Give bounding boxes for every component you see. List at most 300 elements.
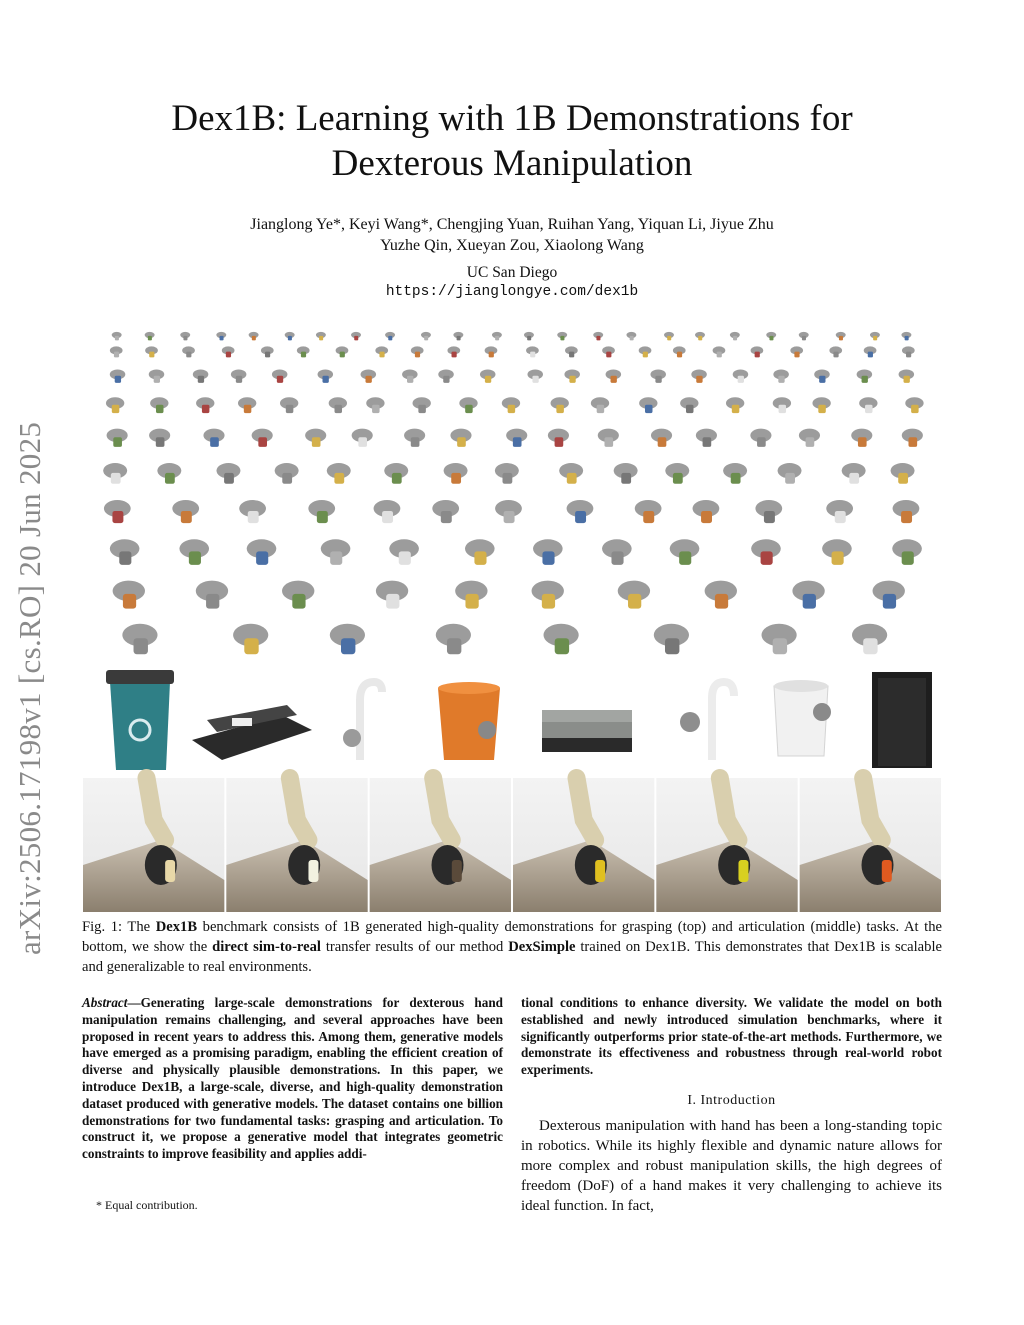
grasped-object-shape xyxy=(372,405,380,413)
grasped-object-shape xyxy=(902,551,914,564)
grasped-object-shape xyxy=(643,352,648,358)
hand-object-pair xyxy=(180,332,190,341)
grasped-object-shape xyxy=(868,352,873,358)
grasped-object-shape xyxy=(873,336,877,341)
hand-object-pair xyxy=(122,624,157,654)
hand-object-pair xyxy=(593,332,603,341)
grasped-object-shape xyxy=(883,594,896,609)
hand-object-pair xyxy=(790,346,803,357)
grasped-object-shape xyxy=(220,336,224,341)
hand-object-pair xyxy=(249,332,259,341)
hand-object-pair xyxy=(145,346,158,357)
hand-object-pair xyxy=(799,429,820,447)
grasped-object-shape xyxy=(658,437,667,447)
caption-label: Fig. 1: xyxy=(82,919,123,935)
hand-object-pair xyxy=(766,332,776,341)
hand-object-pair xyxy=(899,369,915,382)
hand-object-pair xyxy=(351,332,361,341)
section-heading: I. Introduction xyxy=(687,1093,776,1108)
hand-object-pair xyxy=(492,332,502,341)
hand-object-pair xyxy=(567,500,594,523)
grasped-object-shape xyxy=(165,473,175,484)
grasped-object-shape xyxy=(183,336,187,341)
grasped-object-shape xyxy=(832,551,844,564)
grasped-object-shape xyxy=(802,336,806,341)
hand-object-pair xyxy=(650,369,666,382)
hand-object-pair xyxy=(905,397,923,413)
grasped-object-shape xyxy=(418,405,426,413)
hand-object-pair xyxy=(548,429,569,447)
grasped-object-shape xyxy=(606,352,611,358)
grasped-object-shape xyxy=(210,437,219,447)
hand-object-pair xyxy=(384,463,408,484)
grasped-object-shape xyxy=(818,405,826,413)
grasped-object-shape xyxy=(898,473,908,484)
hand-object-pair xyxy=(216,332,226,341)
grasped-object-shape xyxy=(265,352,270,358)
grasped-object-shape xyxy=(154,376,160,383)
real-object xyxy=(738,860,748,882)
hand-object-pair xyxy=(893,500,920,523)
grasped-object-shape xyxy=(226,352,231,358)
hand-object-pair xyxy=(106,397,124,413)
hand-object-pair xyxy=(773,397,791,413)
real-object xyxy=(308,860,318,882)
grasped-object-shape xyxy=(112,405,120,413)
grasped-object-shape xyxy=(655,376,661,383)
hand-object-pair xyxy=(859,397,877,413)
hand-object-pair xyxy=(852,624,887,654)
grasped-object-shape xyxy=(312,437,321,447)
hand-object-pair xyxy=(150,397,168,413)
hand-object-pair xyxy=(639,346,652,357)
hand-object-pair xyxy=(327,463,351,484)
grasped-object-shape xyxy=(186,352,191,358)
hand-object-pair xyxy=(172,500,199,523)
figure-caption xyxy=(82,917,942,977)
abstract-text: —Generating large-scale demonstrations for dexterous hand manipulation remains challenging, and several approaches have been proposed in recent years to address this. Among them, generative models have emerged as a promising paradigm, enabling the efficient creation of diverse and physically plausible demonstrations. In this paper, we introduce Dex1B, a large-scale, diverse, and high-quality demonstration dataset produced with generative models. The dataset contains one billion demonstrations for two fundamental tasks: grasping and articulation. To construct it, we propose a generative model that integrates geometric constraints to improve feasibility and applies addi- xyxy=(82,995,503,1162)
grasped-object-shape xyxy=(575,511,586,523)
title-line-2: Dexterous Manipulation xyxy=(331,143,693,184)
grasped-object-shape xyxy=(569,352,574,358)
grasped-object-shape xyxy=(560,336,564,341)
grasped-object-shape xyxy=(341,638,355,654)
grasped-object-shape xyxy=(322,376,328,383)
grasped-object-shape xyxy=(701,511,712,523)
caption-bold-dex1b: Dex1B xyxy=(155,919,198,935)
hand-object-pair xyxy=(544,624,579,654)
hand-object-pair xyxy=(559,463,583,484)
grasped-object-shape xyxy=(236,376,242,383)
hand-object-pair xyxy=(222,346,235,357)
hand-object-pair xyxy=(247,539,277,565)
grasped-object-shape xyxy=(542,594,555,609)
grasped-object-shape xyxy=(354,336,358,341)
grasped-object-shape xyxy=(733,336,737,341)
hand-object-pair xyxy=(182,346,195,357)
hand-object-pair xyxy=(564,369,580,382)
grasped-object-shape xyxy=(611,551,623,564)
hand-object-pair xyxy=(826,500,853,523)
hand-object-pair xyxy=(691,369,707,382)
hand-object-pair xyxy=(602,539,632,565)
hand-object-pair xyxy=(654,624,689,654)
grasped-object-shape xyxy=(513,437,522,447)
grasped-object-shape xyxy=(156,437,165,447)
hand-object-pair xyxy=(902,346,915,357)
hand-object-pair xyxy=(352,429,373,447)
grasped-object-shape xyxy=(489,352,494,358)
hand-object-pair xyxy=(670,539,700,565)
hand-object-pair xyxy=(305,429,326,447)
hand-object-pair xyxy=(149,429,170,447)
grasped-object-shape xyxy=(698,336,702,341)
hand-object-pair xyxy=(285,332,295,341)
hand-object-pair xyxy=(376,581,408,609)
grasped-object-shape xyxy=(833,352,838,358)
hand-object-pair xyxy=(733,369,749,382)
real-world-results-row xyxy=(83,778,941,912)
grasped-object-shape xyxy=(502,473,512,484)
hand-object-pair xyxy=(411,346,424,357)
hand-object-pair xyxy=(203,429,224,447)
hand-object-pair xyxy=(329,397,347,413)
laptop-object xyxy=(192,705,312,760)
paper-title xyxy=(60,96,964,186)
caption-bold-dexsimple: DexSimple xyxy=(508,939,576,955)
grasped-object-shape xyxy=(673,473,683,484)
grasped-object-shape xyxy=(277,376,283,383)
grasped-object-shape xyxy=(111,473,121,484)
hand-object-pair xyxy=(705,581,737,609)
hand-object-pair xyxy=(723,463,747,484)
abstract-lead: Abstract xyxy=(82,995,128,1010)
caption-text-4: trained on Dex1B. This demonstrates that Dex1B is scalable and generalizable to real environments. xyxy=(82,939,942,975)
grasped-object-shape xyxy=(527,336,531,341)
grasped-object-shape xyxy=(806,437,815,447)
grasped-object-shape xyxy=(292,594,305,609)
grasped-object-shape xyxy=(567,473,577,484)
grasped-object-shape xyxy=(542,551,554,564)
hand-object-pair xyxy=(455,581,487,609)
hand-object-pair xyxy=(112,332,122,341)
grasped-object-shape xyxy=(761,551,773,564)
hand-object-pair xyxy=(103,463,127,484)
grasped-object-shape xyxy=(202,405,210,413)
grasped-object-shape xyxy=(465,594,478,609)
grasped-object-shape xyxy=(335,405,343,413)
hand-object-pair xyxy=(447,346,460,357)
grasped-object-shape xyxy=(645,405,653,413)
hand-object-pair xyxy=(196,397,214,413)
real-robot-panel xyxy=(370,778,511,912)
hand-object-pair xyxy=(110,369,126,382)
hand-object-pair xyxy=(665,463,689,484)
hand-object-pair xyxy=(485,346,498,357)
hand-object-pair xyxy=(404,429,425,447)
grasped-object-shape xyxy=(717,352,722,358)
grasped-object-shape xyxy=(908,437,917,447)
grasped-object-shape xyxy=(835,511,846,523)
grasped-object-shape xyxy=(485,376,491,383)
hand-object-pair xyxy=(432,500,459,523)
caption-text-3: transfer results of our method xyxy=(320,939,509,955)
authors-line-2: Yuzhe Qin, Xueyan Zou, Xiaolong Wang xyxy=(380,237,644,254)
hand-object-pair xyxy=(282,581,314,609)
real-object xyxy=(595,860,605,882)
abstract-continuation: tional conditions to enhance diversity. We validate the model on both established and newly introduced simulation benchmarks, where it significantly outperforms prior state-of-the-art methods. Furthermore, we demonstrate its effectiveness and robustness through real-world robot experiments. xyxy=(521,995,942,1078)
grasped-object-shape xyxy=(452,352,457,358)
grasped-object-shape xyxy=(244,405,252,413)
grasped-object-shape xyxy=(112,511,123,523)
hand-object-pair xyxy=(502,397,520,413)
grasped-object-shape xyxy=(441,511,452,523)
grasped-object-shape xyxy=(785,473,795,484)
grasped-object-shape xyxy=(115,376,121,383)
hand-object-pair xyxy=(238,397,256,413)
hand-object-pair xyxy=(751,346,764,357)
caption-text-1: The xyxy=(122,919,156,935)
hand-object-pair xyxy=(762,624,797,654)
hand-object-pair xyxy=(693,500,720,523)
grasped-object-shape xyxy=(181,511,192,523)
grasped-object-shape xyxy=(358,437,367,447)
paint-bucket-object xyxy=(774,680,831,756)
hand-object-pair xyxy=(750,429,771,447)
hand-object-pair xyxy=(421,332,431,341)
hand-object-pair xyxy=(318,369,334,382)
grasped-object-shape xyxy=(865,405,873,413)
hand-object-pair xyxy=(792,581,824,609)
grasped-object-shape xyxy=(901,511,912,523)
grasped-object-shape xyxy=(379,352,384,358)
real-robot-panel xyxy=(656,778,797,912)
grasped-object-shape xyxy=(334,473,344,484)
hand-object-pair xyxy=(453,332,463,341)
grasped-object-shape xyxy=(819,376,825,383)
hand-object-pair xyxy=(730,332,740,341)
hand-object-pair xyxy=(113,581,145,609)
hand-object-pair xyxy=(261,346,274,357)
hand-object-pair xyxy=(110,346,123,357)
grasped-object-shape xyxy=(411,437,420,447)
hand-object-pair xyxy=(308,500,335,523)
hand-object-pair xyxy=(755,500,782,523)
grasped-object-shape xyxy=(679,551,691,564)
hand-object-pair xyxy=(606,369,622,382)
hand-object-pair xyxy=(413,397,431,413)
grasped-object-shape xyxy=(189,551,201,564)
hand-object-pair xyxy=(680,397,698,413)
hand-object-pair xyxy=(179,539,209,565)
hand-object-pair xyxy=(751,539,781,565)
grasped-object-shape xyxy=(286,405,294,413)
grasped-object-shape xyxy=(340,352,345,358)
real-robot-panel xyxy=(226,778,367,912)
caption-bold-sim2real: direct sim-to-real xyxy=(212,939,321,955)
grasped-object-shape xyxy=(839,336,843,341)
grasped-object-shape xyxy=(667,336,671,341)
hand-object-pair xyxy=(495,500,522,523)
title-line-1: Dex1B: Learning with 1B Demonstrations for xyxy=(171,98,853,139)
hand-object-pair xyxy=(533,539,563,565)
hand-object-pair xyxy=(110,539,140,565)
grasped-object-shape xyxy=(447,638,461,654)
affiliation: UC San Diego xyxy=(466,264,558,281)
grasped-object-shape xyxy=(715,594,728,609)
hand-object-pair xyxy=(892,539,922,565)
trash-bin-object xyxy=(106,670,174,770)
grasped-object-shape xyxy=(392,473,402,484)
grasped-object-shape xyxy=(443,376,449,383)
grasped-object-shape xyxy=(156,405,164,413)
hand-object-pair xyxy=(664,332,674,341)
grasped-object-shape xyxy=(732,405,740,413)
hand-object-pair xyxy=(598,429,619,447)
tap-object xyxy=(680,682,734,760)
grasped-object-shape xyxy=(803,594,816,609)
grasped-object-shape xyxy=(906,352,911,358)
hand-object-pair xyxy=(639,397,657,413)
articulation-row xyxy=(106,670,932,770)
hand-object-pair xyxy=(361,369,377,382)
grasped-object-shape xyxy=(256,551,268,564)
grasped-object-shape xyxy=(556,405,564,413)
grasped-object-shape xyxy=(149,352,154,358)
hand-object-pair xyxy=(336,346,349,357)
real-robot-panel xyxy=(83,778,224,912)
grasped-object-shape xyxy=(252,336,256,341)
grasped-object-shape xyxy=(457,437,466,447)
hand-object-pair xyxy=(107,429,128,447)
grasped-object-shape xyxy=(119,551,131,564)
real-robot-panel xyxy=(513,778,654,912)
real-object xyxy=(882,860,892,882)
grasped-object-shape xyxy=(330,551,342,564)
faucet-object xyxy=(343,682,382,760)
grasped-object-shape xyxy=(628,594,641,609)
hand-object-pair xyxy=(385,332,395,341)
hand-object-pair xyxy=(375,346,388,357)
grasped-object-shape xyxy=(386,594,399,609)
hand-object-pair xyxy=(297,346,310,357)
grasped-object-shape xyxy=(282,473,292,484)
hand-object-pair xyxy=(614,463,638,484)
hand-object-pair xyxy=(870,332,880,341)
hand-object-pair xyxy=(891,463,915,484)
hand-object-pair xyxy=(726,397,744,413)
hand-object-pair xyxy=(799,332,809,341)
hand-object-pair xyxy=(635,500,662,523)
hand-object-pair xyxy=(857,369,873,382)
hand-object-pair xyxy=(465,539,495,565)
hand-object-pair xyxy=(864,346,877,357)
hand-object-pair xyxy=(901,332,911,341)
authors-line-1: Jianglong Ye*, Keyi Wang*, Chengjing Yuan, Ruihan Yang, Yiquan Li, Jiyue Zhu xyxy=(250,216,774,233)
grasped-object-shape xyxy=(858,437,867,447)
grasped-object-shape xyxy=(904,376,910,383)
grasped-object-shape xyxy=(703,437,712,447)
grasped-object-shape xyxy=(665,638,679,654)
grasped-object-shape xyxy=(451,473,461,484)
hand-object-pair xyxy=(193,369,209,382)
figure-image xyxy=(82,320,942,912)
hand-object-pair xyxy=(374,500,401,523)
hand-object-pair xyxy=(651,429,672,447)
hand-object-pair xyxy=(851,429,872,447)
abstract xyxy=(82,995,503,1163)
grasped-object-shape xyxy=(555,638,569,654)
grasped-object-shape xyxy=(863,638,877,654)
grasped-object-shape xyxy=(114,352,119,358)
hand-object-pair xyxy=(459,397,477,413)
grasped-object-shape xyxy=(911,405,919,413)
caption-text-2: benchmark consists of 1B generated high-quality demonstrations for grasping (top) and articulation (middle) tasks. At the bottom, we show the xyxy=(82,919,942,955)
hand-object-pair xyxy=(436,624,471,654)
cabinet-object xyxy=(872,672,932,768)
grasped-object-shape xyxy=(764,511,775,523)
hand-object-pair xyxy=(366,397,384,413)
hand-object-pair xyxy=(252,429,273,447)
grasped-object-shape xyxy=(731,473,741,484)
grasped-object-shape xyxy=(569,376,575,383)
project-url[interactable]: https://jianglongye.com/dex1b xyxy=(385,284,639,300)
hand-object-pair xyxy=(444,463,468,484)
grasping-demonstrations-grid xyxy=(103,332,923,654)
grasped-object-shape xyxy=(388,336,392,341)
hand-object-pair xyxy=(673,346,686,357)
grasped-object-shape xyxy=(504,511,515,523)
hand-object-pair xyxy=(829,346,842,357)
hand-object-pair xyxy=(104,500,131,523)
grasped-object-shape xyxy=(621,473,631,484)
grasped-object-shape xyxy=(596,336,600,341)
hand-object-pair xyxy=(814,369,830,382)
hand-object-pair xyxy=(618,581,650,609)
hand-object-pair xyxy=(157,463,181,484)
grasped-object-shape xyxy=(696,376,702,383)
real-object xyxy=(452,860,462,882)
grasped-object-shape xyxy=(113,437,122,447)
grasped-object-shape xyxy=(258,437,267,447)
grasped-object-shape xyxy=(508,405,516,413)
grasped-object-shape xyxy=(198,376,204,383)
grasped-object-shape xyxy=(224,473,234,484)
grasped-object-shape xyxy=(530,352,535,358)
hand-object-pair xyxy=(551,397,569,413)
hand-object-pair xyxy=(450,429,471,447)
grasped-object-shape xyxy=(738,376,744,383)
hand-object-pair xyxy=(480,369,496,382)
grasped-object-shape xyxy=(288,336,292,341)
hand-object-pair xyxy=(822,539,852,565)
grasped-object-shape xyxy=(769,336,773,341)
grasped-object-shape xyxy=(677,352,682,358)
real-robot-panel xyxy=(800,778,941,912)
hand-object-pair xyxy=(524,332,534,341)
grasped-object-shape xyxy=(643,511,654,523)
grasped-object-shape xyxy=(134,638,148,654)
hand-object-pair xyxy=(316,332,326,341)
grasped-object-shape xyxy=(424,336,428,341)
grasped-object-shape xyxy=(317,511,328,523)
grasped-object-shape xyxy=(779,405,787,413)
teaser-figure xyxy=(82,320,942,912)
footnote: * Equal contribution. xyxy=(96,1198,198,1212)
grasped-object-shape xyxy=(474,551,486,564)
grasped-object-shape xyxy=(555,437,564,447)
hand-object-pair xyxy=(402,369,418,382)
